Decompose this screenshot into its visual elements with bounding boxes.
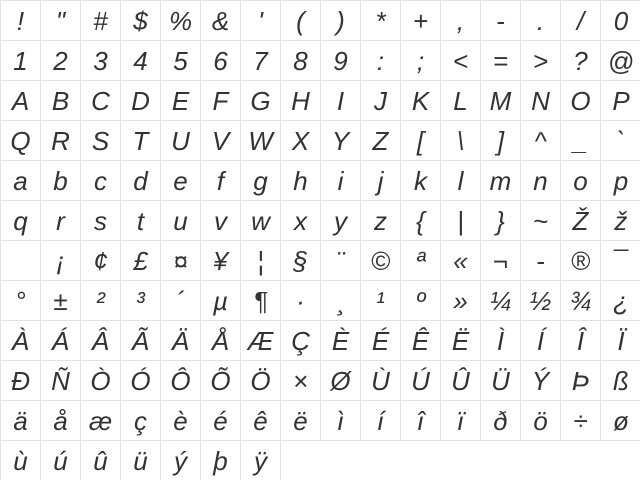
glyph-cell[interactable]: » [441, 281, 481, 321]
glyph-cell[interactable]: y [321, 201, 361, 241]
glyph-cell[interactable]: G [241, 81, 281, 121]
glyph-cell[interactable]: m [481, 161, 521, 201]
glyph-cell[interactable]: ¾ [561, 281, 601, 321]
glyph-cell[interactable]: } [481, 201, 521, 241]
glyph-cell[interactable]: Ì [481, 321, 521, 361]
glyph-cell[interactable]: ä [1, 401, 41, 441]
glyph-cell[interactable]: ö [521, 401, 561, 441]
glyph-cell[interactable]: ¯ [601, 241, 640, 281]
glyph-cell[interactable]: ¨ [321, 241, 361, 281]
glyph-cell[interactable]: © [361, 241, 401, 281]
glyph-cell[interactable]: À [1, 321, 41, 361]
glyph-cell[interactable]: í [361, 401, 401, 441]
glyph-cell[interactable]: _ [561, 121, 601, 161]
glyph-cell[interactable]: ¸ [321, 281, 361, 321]
glyph-cell[interactable]: ž [601, 201, 640, 241]
glyph-cell[interactable]: p [601, 161, 640, 201]
glyph-cell[interactable]: @ [601, 41, 640, 81]
glyph-cell[interactable]: $ [121, 1, 161, 41]
glyph-cell[interactable]: s [81, 201, 121, 241]
glyph-cell[interactable]: ¡ [41, 241, 81, 281]
glyph-cell[interactable]: ü [121, 441, 161, 480]
glyph-cell[interactable]: Y [321, 121, 361, 161]
glyph-cell[interactable]: c [81, 161, 121, 201]
glyph-cell[interactable]: Ñ [41, 361, 81, 401]
glyph-cell[interactable]: ~ [521, 201, 561, 241]
glyph-cell[interactable]: B [41, 81, 81, 121]
glyph-cell[interactable]: v [201, 201, 241, 241]
glyph-cell[interactable]: < [441, 41, 481, 81]
glyph-cell[interactable]: O [561, 81, 601, 121]
glyph-cell[interactable]: ¹ [361, 281, 401, 321]
glyph-cell[interactable]: : [361, 41, 401, 81]
glyph-cell[interactable]: 8 [281, 41, 321, 81]
glyph-cell[interactable]: ¢ [81, 241, 121, 281]
glyph-cell[interactable]: # [81, 1, 121, 41]
glyph-cell[interactable]: Z [361, 121, 401, 161]
glyph-cell[interactable]: § [281, 241, 321, 281]
glyph-cell[interactable]: 6 [201, 41, 241, 81]
glyph-cell[interactable]: û [81, 441, 121, 480]
glyph-cell[interactable]: × [281, 361, 321, 401]
glyph-cell[interactable]: ´ [161, 281, 201, 321]
glyph-cell[interactable]: * [361, 1, 401, 41]
glyph-cell[interactable]: a [1, 161, 41, 201]
glyph-cell[interactable]: Ï [601, 321, 640, 361]
glyph-cell[interactable]: ÷ [561, 401, 601, 441]
glyph-cell[interactable]: £ [121, 241, 161, 281]
glyph-cell[interactable]: 7 [241, 41, 281, 81]
glyph-cell[interactable]: ² [81, 281, 121, 321]
glyph-cell[interactable]: ¼ [481, 281, 521, 321]
glyph-cell[interactable]: S [81, 121, 121, 161]
glyph-cell[interactable]: Ô [161, 361, 201, 401]
glyph-cell[interactable]: ® [561, 241, 601, 281]
glyph-cell[interactable]: Ž [561, 201, 601, 241]
glyph-cell[interactable]: ½ [521, 281, 561, 321]
glyph-cell[interactable]: ú [41, 441, 81, 480]
glyph-cell[interactable]: g [241, 161, 281, 201]
glyph-cell[interactable]: 1 [1, 41, 41, 81]
glyph-cell[interactable]: ¤ [161, 241, 201, 281]
glyph-cell[interactable]: ª [401, 241, 441, 281]
glyph-cell[interactable]: µ [201, 281, 241, 321]
glyph-cell[interactable]: i [321, 161, 361, 201]
glyph-cell[interactable]: U [161, 121, 201, 161]
glyph-cell[interactable]: ï [441, 401, 481, 441]
glyph-cell[interactable]: þ [201, 441, 241, 480]
glyph-cell[interactable]: ° [1, 281, 41, 321]
glyph-cell[interactable]: I [321, 81, 361, 121]
glyph-cell[interactable]: é [201, 401, 241, 441]
glyph-cell[interactable]: r [41, 201, 81, 241]
glyph-cell[interactable]: å [41, 401, 81, 441]
glyph-cell[interactable]: Ö [241, 361, 281, 401]
glyph-cell[interactable]: = [481, 41, 521, 81]
glyph-cell[interactable]: H [281, 81, 321, 121]
glyph-cell[interactable]: Î [561, 321, 601, 361]
glyph-cell[interactable]: & [201, 1, 241, 41]
glyph-cell[interactable]: 4 [121, 41, 161, 81]
glyph-cell[interactable]: ß [601, 361, 640, 401]
glyph-cell[interactable]: x [281, 201, 321, 241]
glyph-cell[interactable]: 9 [321, 41, 361, 81]
glyph-cell[interactable]: { [401, 201, 441, 241]
glyph-cell[interactable]: ' [241, 1, 281, 41]
glyph-cell[interactable]: ; [401, 41, 441, 81]
glyph-cell[interactable]: Å [201, 321, 241, 361]
glyph-cell[interactable]: è [161, 401, 201, 441]
glyph-cell[interactable]: , [441, 1, 481, 41]
glyph-cell[interactable]: Ù [361, 361, 401, 401]
glyph-cell[interactable]: ù [1, 441, 41, 480]
glyph-cell[interactable]: É [361, 321, 401, 361]
glyph-cell[interactable]: F [201, 81, 241, 121]
glyph-cell[interactable]: E [161, 81, 201, 121]
glyph-cell[interactable]: Q [1, 121, 41, 161]
glyph-cell[interactable]: ¬ [481, 241, 521, 281]
glyph-cell[interactable]: º [401, 281, 441, 321]
glyph-cell[interactable]: t [121, 201, 161, 241]
glyph-cell[interactable]: Ó [121, 361, 161, 401]
glyph-cell[interactable]: > [521, 41, 561, 81]
glyph-cell[interactable]: Á [41, 321, 81, 361]
glyph-cell[interactable]: h [281, 161, 321, 201]
glyph-cell[interactable]: W [241, 121, 281, 161]
glyph-cell[interactable]: · [281, 281, 321, 321]
glyph-cell[interactable]: Ø [321, 361, 361, 401]
glyph-cell[interactable]: Ð [1, 361, 41, 401]
glyph-cell[interactable]: Í [521, 321, 561, 361]
glyph-cell[interactable]: ¦ [241, 241, 281, 281]
glyph-cell[interactable]: % [161, 1, 201, 41]
glyph-cell[interactable]: ÿ [241, 441, 281, 480]
glyph-cell[interactable]: Ò [81, 361, 121, 401]
glyph-cell[interactable]: l [441, 161, 481, 201]
glyph-cell[interactable]: A [1, 81, 41, 121]
glyph-cell[interactable]: " [41, 1, 81, 41]
glyph-cell[interactable]: Õ [201, 361, 241, 401]
glyph-cell[interactable]: ç [121, 401, 161, 441]
glyph-cell[interactable]: k [401, 161, 441, 201]
glyph-cell[interactable]: 5 [161, 41, 201, 81]
glyph-cell[interactable]: d [121, 161, 161, 201]
glyph-cell[interactable]: ? [561, 41, 601, 81]
glyph-cell[interactable]: Æ [241, 321, 281, 361]
glyph-cell[interactable]: C [81, 81, 121, 121]
glyph-cell[interactable]: J [361, 81, 401, 121]
glyph-cell[interactable]: z [361, 201, 401, 241]
glyph-cell[interactable]: Þ [561, 361, 601, 401]
glyph-cell[interactable]: D [121, 81, 161, 121]
glyph-cell[interactable]: L [441, 81, 481, 121]
glyph-cell[interactable]: ð [481, 401, 521, 441]
glyph-cell[interactable]: Ë [441, 321, 481, 361]
glyph-cell[interactable]: ^ [521, 121, 561, 161]
glyph-cell[interactable]: ø [601, 401, 640, 441]
empty-cells-filler [281, 441, 640, 480]
glyph-cell[interactable] [1, 241, 41, 281]
glyph-cell[interactable]: 0 [601, 1, 640, 41]
glyph-cell[interactable]: Û [441, 361, 481, 401]
glyph-cell[interactable]: e [161, 161, 201, 201]
glyph-cell[interactable]: M [481, 81, 521, 121]
glyph-cell[interactable]: . [521, 1, 561, 41]
glyph-cell[interactable]: Â [81, 321, 121, 361]
glyph-cell[interactable]: ý [161, 441, 201, 480]
glyph-cell[interactable]: ³ [121, 281, 161, 321]
glyph-cell[interactable]: ì [321, 401, 361, 441]
glyph-cell[interactable]: w [241, 201, 281, 241]
glyph-cell[interactable]: ] [481, 121, 521, 161]
glyph-cell[interactable]: Ü [481, 361, 521, 401]
glyph-cell[interactable]: / [561, 1, 601, 41]
glyph-cell[interactable]: Ç [281, 321, 321, 361]
glyph-cell[interactable]: ¿ [601, 281, 640, 321]
glyph-cell[interactable]: N [521, 81, 561, 121]
glyph-cell[interactable]: ± [41, 281, 81, 321]
glyph-cell[interactable]: æ [81, 401, 121, 441]
glyph-cell[interactable]: Ä [161, 321, 201, 361]
glyph-cell[interactable]: ( [281, 1, 321, 41]
glyph-cell[interactable]: \ [441, 121, 481, 161]
glyph-cell[interactable]: V [201, 121, 241, 161]
glyph-cell[interactable]: ¥ [201, 241, 241, 281]
glyph-cell[interactable]: X [281, 121, 321, 161]
glyph-cell[interactable]: n [521, 161, 561, 201]
glyph-cell[interactable]: f [201, 161, 241, 201]
glyph-cell[interactable]: Ã [121, 321, 161, 361]
glyph-cell[interactable]: - [521, 241, 561, 281]
glyph-cell[interactable]: b [41, 161, 81, 201]
glyph-cell[interactable]: 2 [41, 41, 81, 81]
glyph-cell[interactable]: Ý [521, 361, 561, 401]
glyph-cell[interactable]: | [441, 201, 481, 241]
glyph-cell[interactable]: î [401, 401, 441, 441]
glyph-cell[interactable]: j [361, 161, 401, 201]
glyph-cell[interactable]: ` [601, 121, 640, 161]
glyph-cell[interactable]: Ê [401, 321, 441, 361]
glyph-cell[interactable]: [ [401, 121, 441, 161]
glyph-cell[interactable]: o [561, 161, 601, 201]
glyph-cell[interactable]: P [601, 81, 640, 121]
glyph-cell[interactable]: T [121, 121, 161, 161]
glyph-cell[interactable]: ¶ [241, 281, 281, 321]
glyph-cell[interactable]: K [401, 81, 441, 121]
glyph-cell[interactable]: - [481, 1, 521, 41]
glyph-cell[interactable]: 3 [81, 41, 121, 81]
glyph-cell[interactable]: ë [281, 401, 321, 441]
glyph-cell[interactable]: È [321, 321, 361, 361]
glyph-cell[interactable]: ! [1, 1, 41, 41]
glyph-cell[interactable]: u [161, 201, 201, 241]
glyph-cell[interactable]: Ú [401, 361, 441, 401]
glyph-cell[interactable]: « [441, 241, 481, 281]
glyph-cell[interactable]: q [1, 201, 41, 241]
glyph-cell[interactable]: + [401, 1, 441, 41]
glyph-cell[interactable]: ê [241, 401, 281, 441]
glyph-cell[interactable]: R [41, 121, 81, 161]
glyph-cell[interactable]: ) [321, 1, 361, 41]
